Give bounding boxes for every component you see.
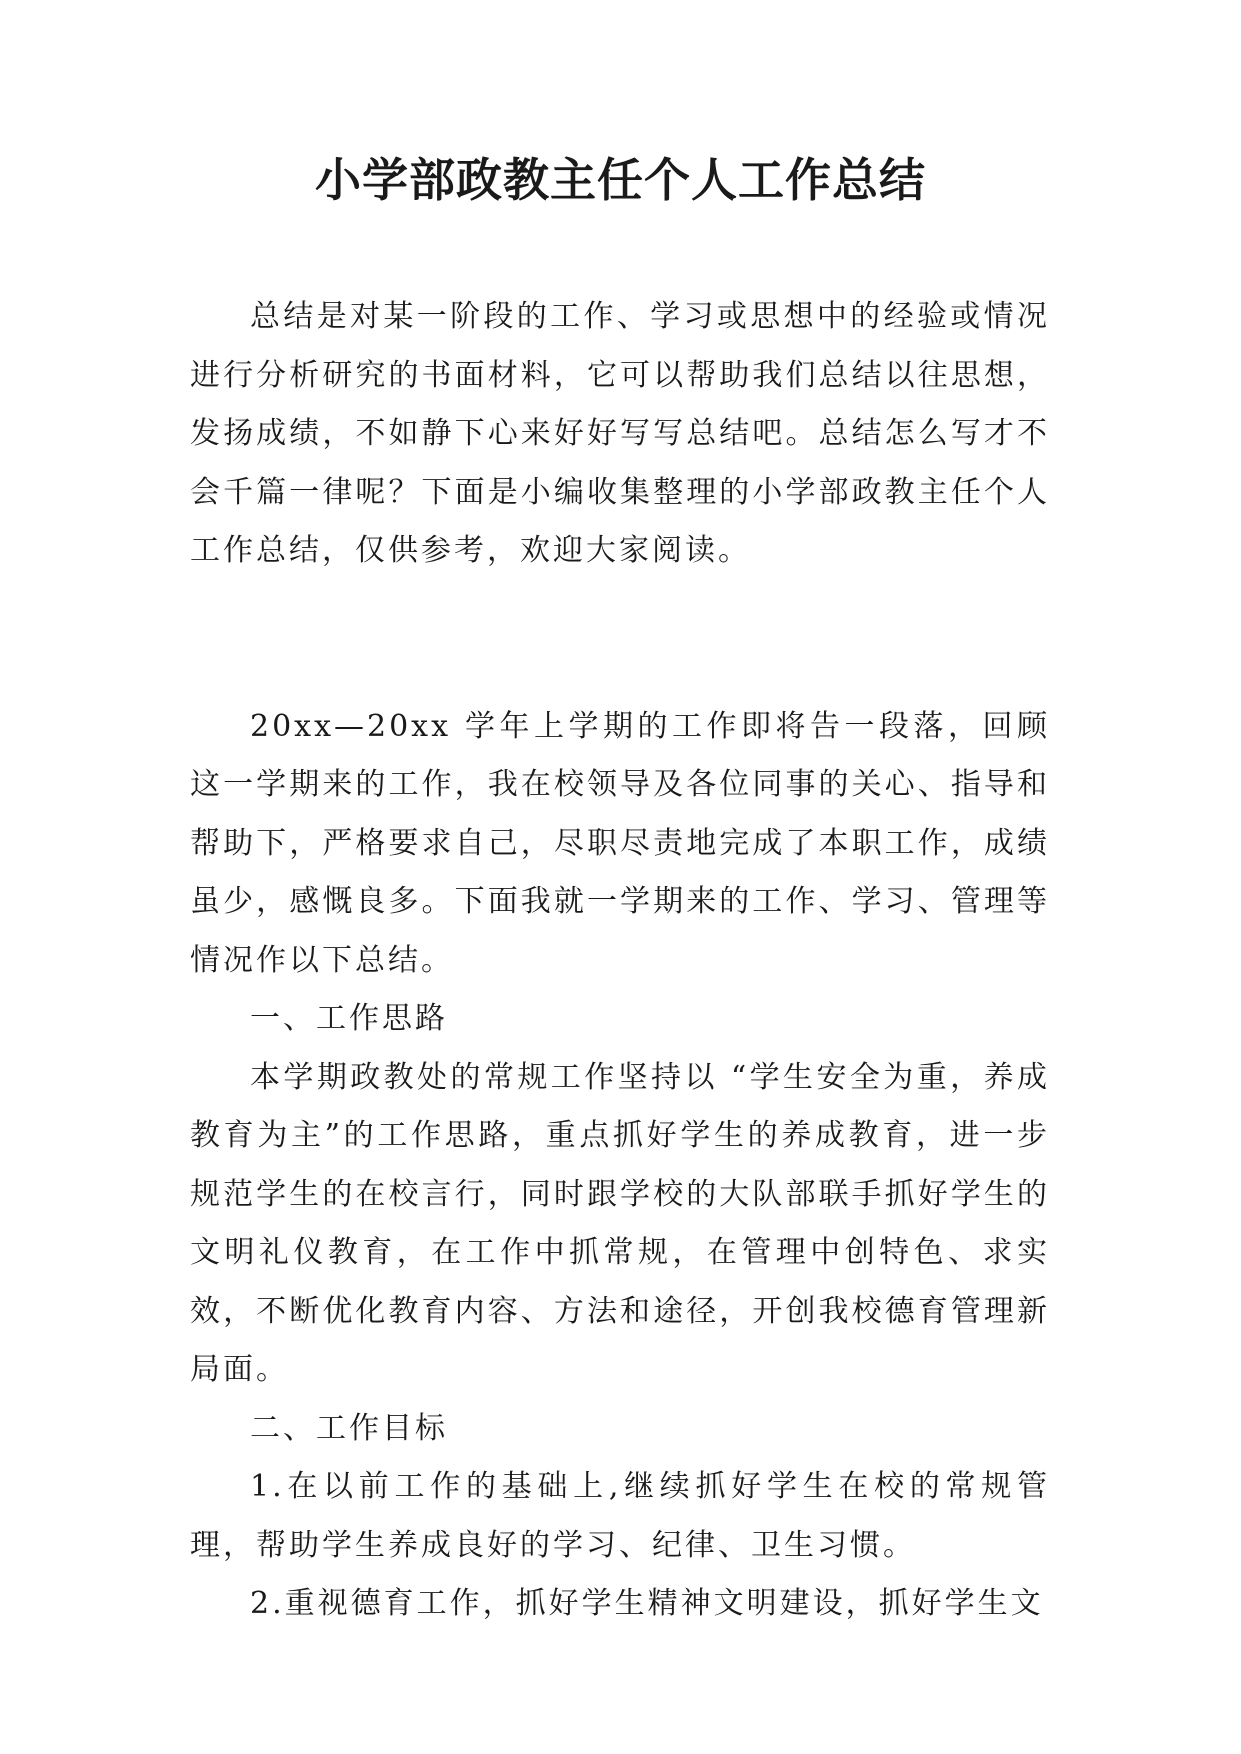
intro-paragraph: 总结是对某一阶段的工作、学习或思想中的经验或情况进行分析研究的书面材料，它可以帮助我们总结以往思想，发扬成绩，不如静下心来好好写写总结吧。总结怎么写才不会千篇一律呢？下面是小编收集整理的小学部政教主任个人工作总结，仅供参考，欢迎大家阅读。	[190, 299, 1050, 568]
document-title: 小学部政教主任个人工作总结	[315, 153, 926, 207]
paragraph-spacer	[190, 581, 1050, 698]
document-body	[190, 288, 1050, 1634]
section-heading-work-approach: 一、工作思路	[250, 1001, 448, 1036]
section-heading-work-goals: 二、工作目标	[250, 1410, 448, 1446]
list-item: 1.在以前工作的基础上,继续抓好学生在校的常规管理，帮助学生养成良好的学习、纪律、卫生习惯。	[190, 1469, 1050, 1563]
list-item: 2.重视德育工作，抓好学生精神文明建设，抓好学生文	[250, 1586, 1044, 1621]
body-paragraph: 20xx—20xx 学年上学期的工作即将告一段落，回顾这一学期来的工作，我在校领导及各位同事的关心、指导和帮助下，严格要求自己，尽职尽责地完成了本职工作，成绩虽少，感慨良多。下面我就一学期来的工作、学习、管理等情况作以下总结。	[190, 708, 1050, 978]
body-paragraph: 本学期政教处的常规工作坚持以 “学生安全为重，养成教育为主”的工作思路，重点抓好学生的养成教育，进一步规范学生的在校言行，同时跟学校的大队部联手抓好学生的文明礼仪教育，在工作中抓常规，在管理中创特色、求实效，不断优化教育内容、方法和途径，开创我校德育管理新局面。	[190, 1059, 1050, 1387]
